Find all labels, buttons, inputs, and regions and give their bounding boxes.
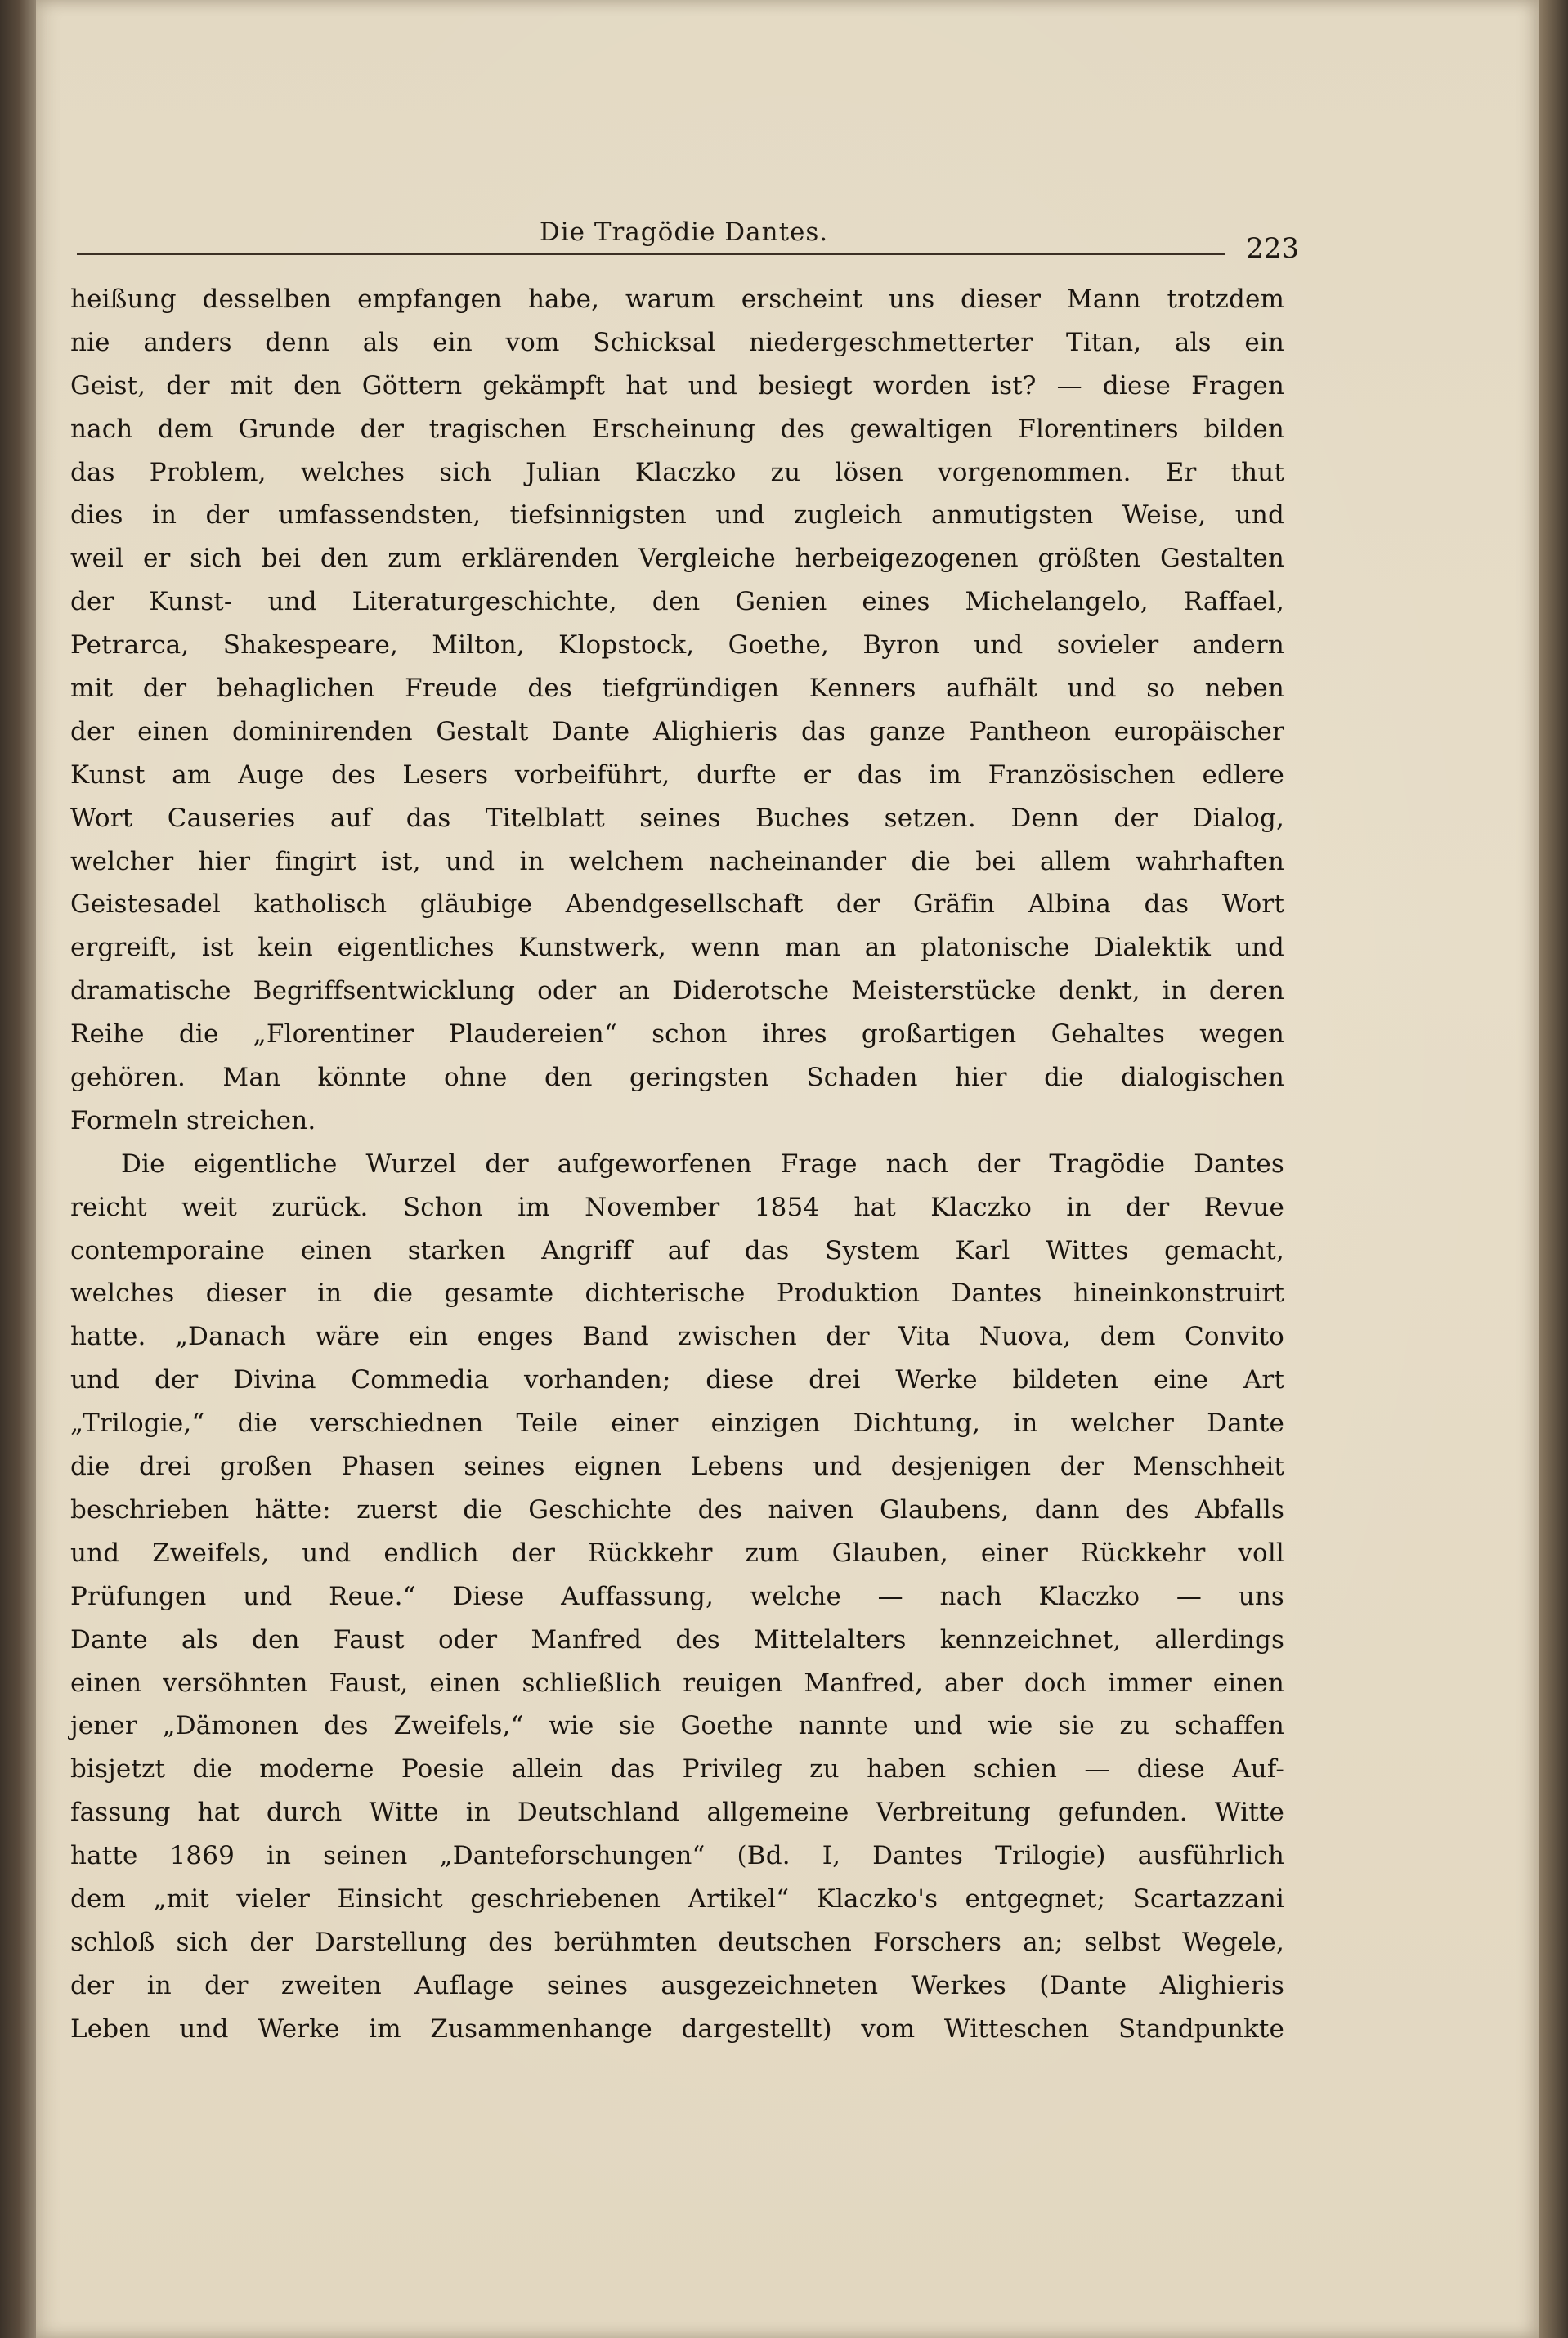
text-line: Reihe die „Florentiner Plaudereien“ schon ihres großartigen Gehaltes wegen (70, 1019, 1284, 1050)
text-line: dem „mit vieler Einsicht geschriebenen Artikel“ Klaczko's entgegnet; Scartazzani (70, 1883, 1284, 1914)
text-line: Die eigentliche Wurzel der aufgeworfenen Frage nach der Tragödie Dantes (121, 1149, 1284, 1179)
text-line: bisjetzt die moderne Poesie allein das Privileg zu haben schien — diese Auf- (70, 1754, 1284, 1785)
text-line: Prüfungen und Reue.“ Diese Auffassung, welche — nach Klaczko — uns (70, 1581, 1284, 1611)
text-line: nach dem Grunde der tragischen Erscheinung des gewaltigen Florentiners bilden (70, 414, 1284, 444)
text-line: hatte. „Danach wäre ein enges Band zwischen der Vita Nuova, dem Convito (70, 1322, 1284, 1352)
header-rule (77, 253, 1225, 255)
text-line: einen versöhnten Faust, einen schließlich reuigen Manfred, aber doch immer einen (70, 1668, 1284, 1698)
text-line: Geistesadel katholisch gläubige Abendgesellschaft der Gräfin Albina das Wort (70, 889, 1284, 920)
text-line: „Trilogie,“ die verschiednen Teile einer einzigen Dichtung, in welcher Dante (70, 1409, 1284, 1439)
paragraph (70, 278, 1284, 1143)
text-line: Dante als den Faust oder Manfred des Mittelalters kennzeichnet, allerdings (70, 1624, 1284, 1655)
text-line: heißung desselben empfangen habe, warum erscheint uns dieser Mann trotzdem (70, 284, 1284, 314)
text-line: gehören. Man könnte ohne den geringsten Schaden hier die dialogischen (70, 1063, 1284, 1093)
text-line: Kunst am Auge des Lesers vorbeiführt, durfte er das im Französischen edlere (70, 759, 1284, 790)
text-line: und der Divina Commedia vorhanden; diese drei Werke bildeten eine Art (70, 1365, 1284, 1395)
text-line: Geist, der mit den Göttern gekämpft hat und besiegt worden ist? — diese Fragen (70, 370, 1284, 401)
text-line: der einen dominirenden Gestalt Dante Alighieris das ganze Pantheon europäischer (70, 716, 1284, 746)
text-line: contemporaine einen starken Angriff auf das System Karl Wittes gemacht, (70, 1235, 1284, 1265)
text-line: reicht weit zurück. Schon im November 1854 hat Klaczko in der Revue (70, 1192, 1284, 1222)
page-number: 223 (1246, 232, 1299, 265)
page-header (77, 211, 1299, 268)
text-line: jener „Dämonen des Zweifels,“ wie sie Goethe nannte und wie sie zu schaffen (70, 1711, 1284, 1741)
text-line: beschrieben hätte: zuerst die Geschichte des naiven Glaubens, dann des Abfalls (70, 1494, 1284, 1525)
text-line: welches dieser in die gesamte dichterische Produktion Dantes hineinkonstruirt (70, 1279, 1284, 1309)
text-line: hatte 1869 in seinen „Danteforschungen“ (Bd. I, Dantes Trilogie) ausführlich (70, 1841, 1284, 1871)
text-line: dies in der umfassendsten, tiefsinnigsten und zugleich anmutigsten Weise, und (70, 500, 1284, 531)
text-line: nie anders denn als ein vom Schicksal niedergeschmetterter Titan, als ein (70, 327, 1284, 357)
text-line: Wort Causeries auf das Titelblatt seines Buches setzen. Denn der Dialog, (70, 803, 1284, 833)
text-line: welcher hier fingirt ist, und in welchem nacheinander die bei allem wahrhaften (70, 846, 1284, 876)
text-line: das Problem, welches sich Julian Klaczko zu lösen vorgenommen. Er thut (70, 457, 1284, 487)
text-line: Petrarca, Shakespeare, Milton, Klopstock, Goethe, Byron und sovieler andern (70, 630, 1284, 661)
text-line: weil er sich bei den zum erklärenden Vergleiche herbeigezogenen größten Gestalten (70, 544, 1284, 574)
text-line: mit der behaglichen Freude des tiefgründigen Kenners aufhält und so neben (70, 674, 1284, 704)
text-line: schloß sich der Darstellung des berühmten deutschen Forschers an; selbst Wegele, (70, 1927, 1284, 1957)
text-line: fassung hat durch Witte in Deutschland allgemeine Verbreitung gefunden. Witte (70, 1798, 1284, 1828)
text-line: ergreift, ist kein eigentliches Kunstwerk, wenn man an platonische Dialektik und (70, 933, 1284, 963)
text-line: Formeln streichen. (70, 1105, 316, 1135)
paragraph (70, 1143, 1284, 2051)
text-line: Leben und Werke im Zusammenhange dargestellt) vom Witteschen Standpunkte (70, 2013, 1284, 2044)
body-text (70, 278, 1284, 2051)
text-line: und Zweifels, und endlich der Rückkehr zum Glauben, einer Rückkehr voll (70, 1538, 1284, 1568)
book-page (36, 0, 1539, 2338)
text-line: der Kunst- und Literaturgeschichte, den Genien eines Michelangelo, Raffael, (70, 587, 1284, 617)
running-title: Die Tragödie Dantes. (539, 217, 829, 247)
text-line: der in der zweiten Auflage seines ausgezeichneten Werkes (Dante Alighieris (70, 1970, 1284, 2000)
text-line: dramatische Begriffsentwicklung oder an Diderotsche Meisterstücke denkt, in deren (70, 976, 1284, 1006)
text-line: die drei großen Phasen seines eignen Lebens und desjenigen der Menschheit (70, 1452, 1284, 1482)
